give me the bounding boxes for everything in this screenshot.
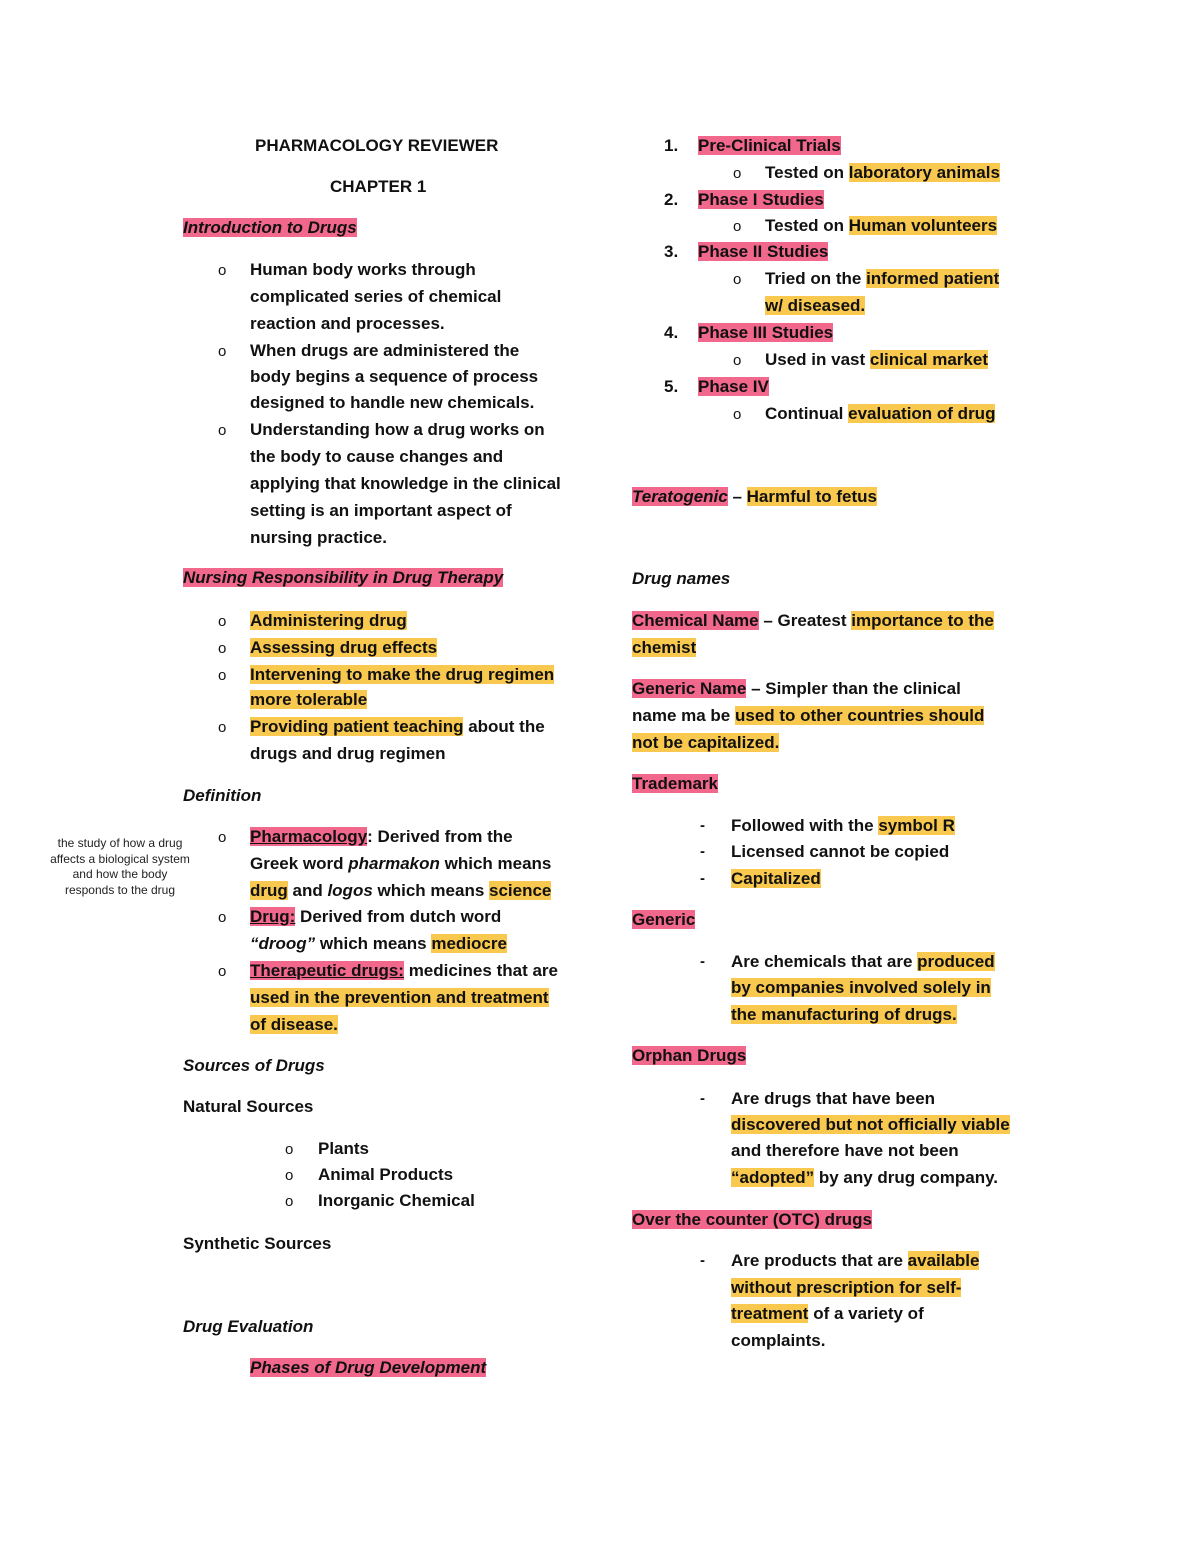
phase-name: Phase I Studies [698, 190, 824, 209]
list-item: Are drugs that have been [731, 1089, 936, 1108]
phase-detail: Tested on Human volunteers [765, 216, 998, 235]
drug-name-definition: Generic Name – Simpler than the clinical [632, 679, 961, 698]
bullet-icon: o [218, 829, 227, 846]
list-item: designed to handle new chemicals. [250, 393, 535, 412]
dash-bullet-icon: - [700, 843, 705, 860]
side-comment: the study of how a drug affects a biological system and how the body responds to the drug [50, 836, 190, 897]
chapter-heading: CHAPTER 1 [330, 177, 427, 196]
list-item: When drugs are administered the [250, 341, 520, 360]
teratogenic-definition: Teratogenic – Harmful to fetus [632, 487, 877, 506]
dash-bullet-icon: - [700, 817, 705, 834]
list-item: Are products that are available [731, 1251, 980, 1270]
list-item: Intervening to make the drug regimen [250, 665, 555, 684]
phase-name: Phase II Studies [698, 242, 829, 261]
definition-item: Drug: Derived from dutch word [250, 907, 502, 926]
list-item: treatment of a variety of [731, 1304, 924, 1323]
phase-detail: Tried on the informed patient [765, 269, 1000, 288]
definition-item: of disease. [250, 1015, 338, 1034]
list-item: Providing patient teaching about the [250, 717, 545, 736]
section-heading: Sources of Drugs [183, 1056, 325, 1075]
bullet-icon: o [218, 909, 227, 926]
phase-number: 4. [664, 323, 679, 342]
section-heading: Definition [183, 786, 262, 805]
section-heading: Orphan Drugs [632, 1046, 747, 1065]
bullet-icon: o [733, 406, 742, 423]
list-item: Capitalized [731, 869, 821, 888]
list-item: Are chemicals that are produced [731, 952, 995, 971]
list-item: without prescription for self- [731, 1278, 962, 1297]
section-heading: Generic [632, 910, 696, 929]
definition-item: drug and logos which means science [250, 881, 552, 900]
phase-name: Phase IV [698, 377, 769, 396]
drug-name-definition: chemist [632, 638, 697, 657]
heading-text: Nursing Responsibility in Drug Therapy [183, 568, 504, 587]
phase-name: Phase III Studies [698, 323, 834, 342]
phase-name: Pre-Clinical Trials [698, 136, 841, 155]
list-item: reaction and processes. [250, 314, 445, 333]
list-item: by companies involved solely in [731, 978, 991, 997]
phase-number: 1. [664, 136, 679, 155]
section-heading: Phases of Drug Development [250, 1358, 487, 1377]
dash-bullet-icon: - [700, 870, 705, 887]
bullet-icon: o [733, 165, 742, 182]
list-item: drugs and drug regimen [250, 744, 446, 763]
drug-name-definition: not be capitalized. [632, 733, 780, 752]
bullet-icon: o [218, 667, 227, 684]
list-item: discovered but not officially viable [731, 1115, 1010, 1134]
list-item: body begins a sequence of process [250, 367, 539, 386]
list-item: Licensed cannot be copied [731, 842, 950, 861]
list-item: the body to cause changes and [250, 447, 504, 466]
bullet-icon: o [218, 262, 227, 279]
phase-number: 3. [664, 242, 679, 261]
definition-item: Therapeutic drugs: medicines that are [250, 961, 558, 980]
heading-text: Introduction to Drugs [183, 218, 357, 237]
phase-detail: Tested on laboratory animals [765, 163, 1000, 182]
bullet-icon: o [218, 719, 227, 736]
list-item: Understanding how a drug works on [250, 420, 545, 439]
bullet-icon: o [218, 422, 227, 439]
document-title: PHARMACOLOGY REVIEWER [255, 136, 499, 155]
list-item: complaints. [731, 1331, 826, 1350]
dash-bullet-icon: - [700, 1090, 705, 1107]
section-heading: Trademark [632, 774, 718, 793]
bullet-icon: o [218, 640, 227, 657]
bullet-icon: o [218, 343, 227, 360]
drug-name-definition: name ma be used to other countries should [632, 706, 985, 725]
drug-name-definition: Chemical Name – Greatest importance to the [632, 611, 994, 630]
bullet-icon: o [285, 1141, 294, 1158]
list-item: and therefore have not been [731, 1141, 959, 1160]
list-item: nursing practice. [250, 528, 387, 547]
bullet-icon: o [733, 271, 742, 288]
bullet-icon: o [218, 613, 227, 630]
bullet-icon: o [733, 218, 742, 235]
list-item: Assessing drug effects [250, 638, 438, 657]
list-item: Animal Products [318, 1165, 454, 1184]
bullet-icon: o [218, 963, 227, 980]
phase-number: 2. [664, 190, 679, 209]
list-item: Plants [318, 1139, 370, 1158]
list-item: Human body works through [250, 260, 476, 279]
bullet-icon: o [733, 352, 742, 369]
phase-detail: Used in vast clinical market [765, 350, 988, 369]
list-item: setting is an important aspect of [250, 501, 512, 520]
list-item: Followed with the symbol R [731, 816, 955, 835]
phase-number: 5. [664, 377, 679, 396]
section-heading [183, 567, 503, 589]
bullet-icon: o [285, 1167, 294, 1184]
section-heading [183, 217, 357, 239]
dash-bullet-icon: - [700, 953, 705, 970]
definition-item: Pharmacology: Derived from the [250, 827, 513, 846]
list-item: more tolerable [250, 690, 368, 709]
section-heading: Drug names [632, 569, 731, 588]
dash-bullet-icon: - [700, 1252, 705, 1269]
section-heading: Drug Evaluation [183, 1317, 314, 1336]
subheading: Synthetic Sources [183, 1234, 332, 1253]
list-item: Administering drug [250, 611, 407, 630]
definition-item: Greek word pharmakon which means [250, 854, 552, 873]
phase-detail: Continual evaluation of drug [765, 404, 996, 423]
section-heading: Over the counter (OTC) drugs [632, 1210, 872, 1229]
list-item: applying that knowledge in the clinical [250, 474, 561, 493]
definition-item: “droog” which means mediocre [250, 934, 507, 953]
subheading: Natural Sources [183, 1097, 314, 1116]
list-item: complicated series of chemical [250, 287, 502, 306]
bullet-icon: o [285, 1193, 294, 1210]
list-item: “adopted” by any drug company. [731, 1168, 998, 1187]
list-item: Inorganic Chemical [318, 1191, 475, 1210]
list-item: the manufacturing of drugs. [731, 1005, 957, 1024]
definition-item: used in the prevention and treatment [250, 988, 549, 1007]
phase-detail: w/ diseased. [765, 296, 866, 315]
